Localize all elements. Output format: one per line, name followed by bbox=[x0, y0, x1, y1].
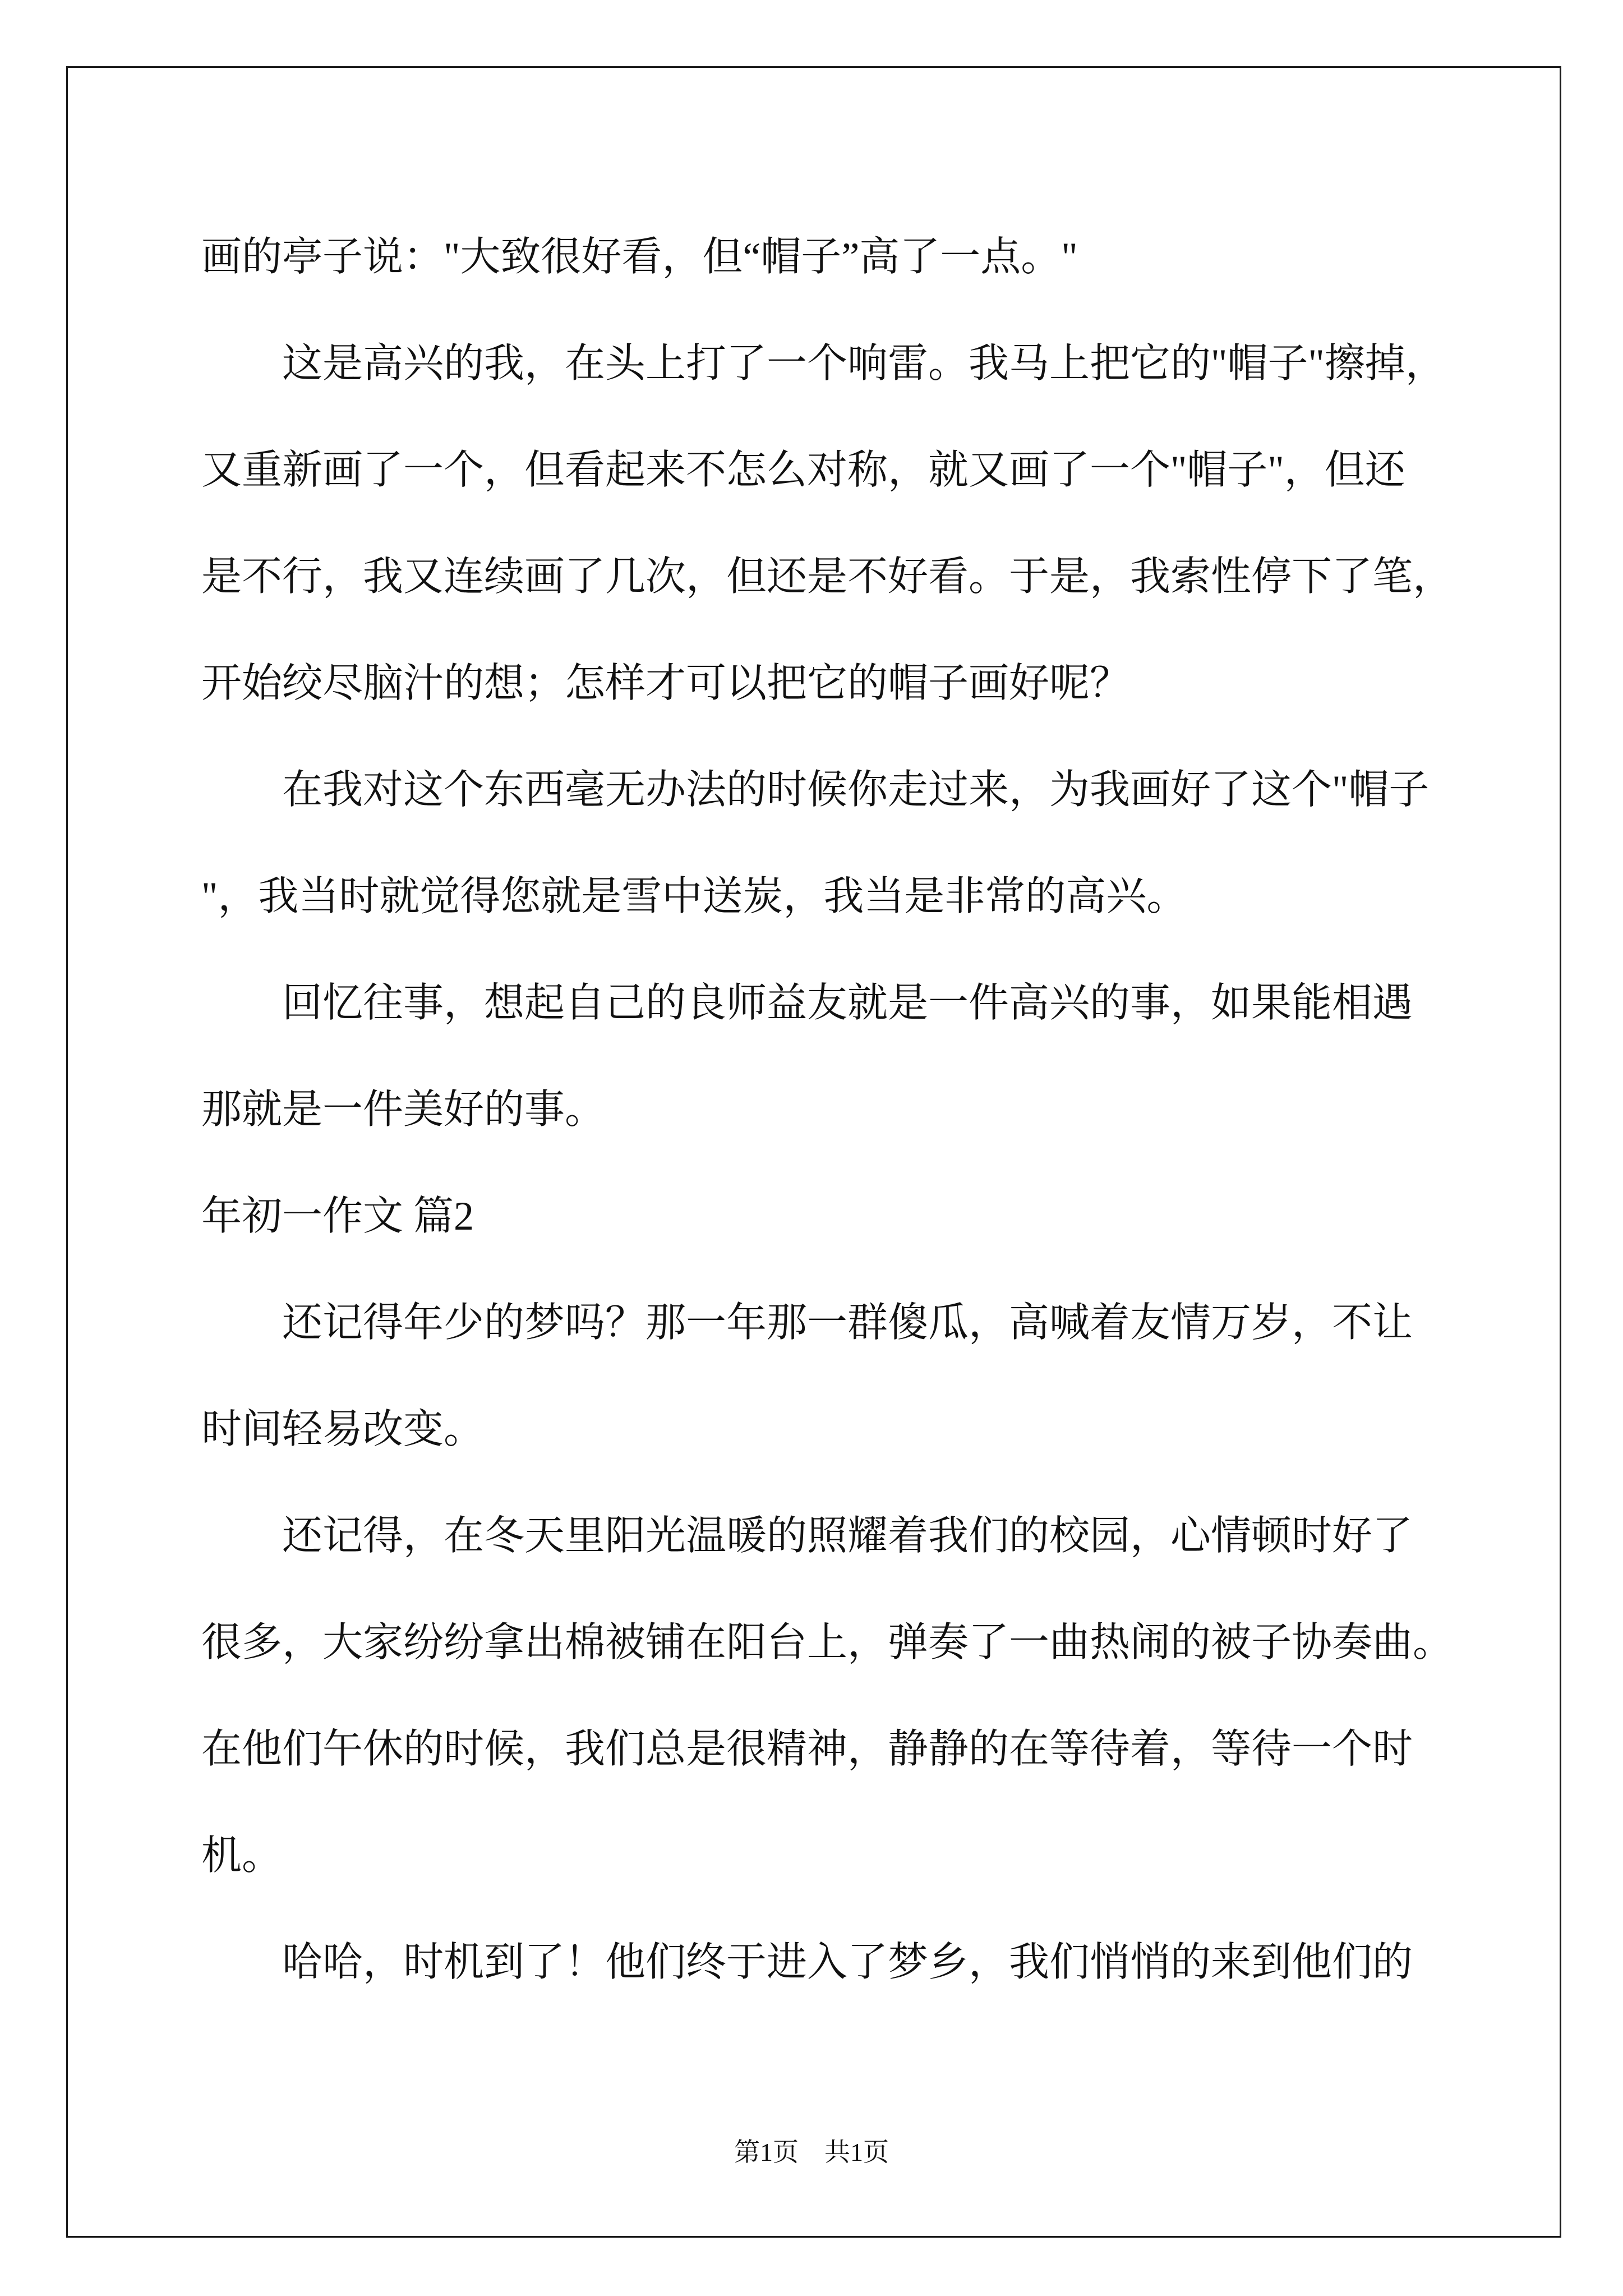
paragraph-line: 时间轻易改变。 bbox=[201, 1407, 485, 1452]
paragraph-line: 是不行，我又连续画了几次，但还是不好看。于是，我索性停下了笔， bbox=[201, 554, 1454, 599]
paragraph-line: 开始绞尽脑汁的想；怎样才可以把它的帽子画好呢？ bbox=[201, 661, 1131, 706]
paragraph-line: 很多，大家纷纷拿出棉被铺在阳台上，弹奏了一曲热闹的被子协奏曲。 bbox=[201, 1620, 1454, 1665]
paragraph-line: 这是高兴的我，在头上打了一个响雷。我马上把它的"帽子"擦掉， bbox=[282, 341, 1446, 386]
document-body bbox=[201, 204, 1502, 2016]
paragraph-line: "，我当时就觉得您就是雪中送炭，我当是非常的高兴。 bbox=[201, 874, 1187, 919]
section-heading: 年初一作文 篇2 bbox=[201, 1194, 474, 1239]
paragraph-line: 还记得，在冬天里阳光温暖的照耀着我们的校园，心情顿时好了 bbox=[282, 1513, 1413, 1558]
paragraph-line: 回忆往事，想起自己的良师益友就是一件高兴的事，如果能相遇 bbox=[282, 981, 1413, 1025]
page-footer: 第1页 共1页 bbox=[734, 2138, 889, 2166]
paragraph-line: 又重新画了一个，但看起来不怎么对称，就又画了一个"帽子"，但还 bbox=[201, 448, 1405, 493]
paragraph-line: 那就是一件美好的事。 bbox=[201, 1087, 606, 1132]
paragraph-line: 在我对这个东西毫无办法的时候你走过来，为我画好了这个"帽子 bbox=[282, 767, 1430, 812]
paragraph-line: 在他们午休的时候，我们总是很精神，静静的在等待着，等待一个时 bbox=[201, 1727, 1413, 1772]
paragraph-line: 哈哈，时机到了！他们终于进入了梦乡，我们悄悄的来到他们的 bbox=[282, 1940, 1413, 1985]
paragraph-line: 画的亭子说："大致很好看，但“帽子”高了一点。" bbox=[201, 234, 1078, 279]
paragraph-line: 机。 bbox=[201, 1833, 283, 1878]
paragraph-line: 还记得年少的梦吗？那一年那一群傻瓜，高喊着友情万岁，不让 bbox=[282, 1300, 1413, 1345]
